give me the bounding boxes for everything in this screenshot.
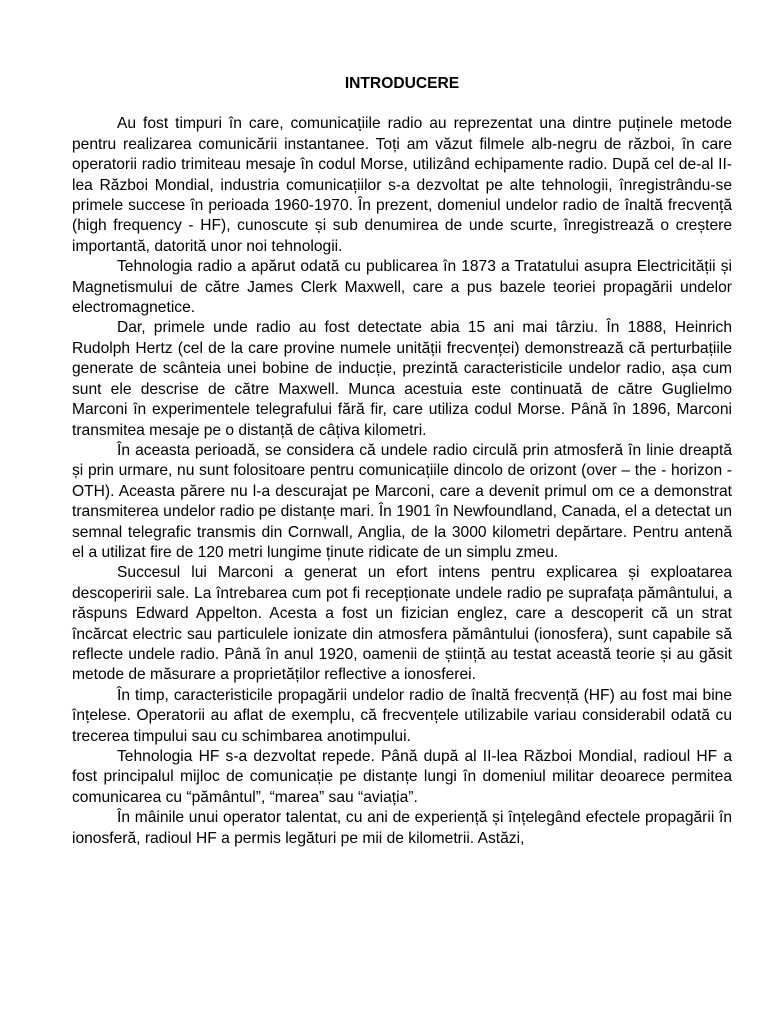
document-title: INTRODUCERE (344, 75, 460, 92)
document-page (72, 74, 732, 849)
paragraph-7: Tehnologia HF s-a dezvoltat repede. Până după al II-lea Război Mondial, radioul HF a fost principalul mijloc de comunicație pe distanțe lungi în domeniul militar deoarece permitea comunicarea cu “pământul”, “marea” sau “aviația”. (72, 748, 732, 806)
paragraph-2: Tehnologia radio a apărut odată cu publicarea în 1873 a Tratatului asupra Electricității și Magnetismului de către James Clerk Maxwell, care a pus bazele teoriei propagării undelor electromagnetice. (72, 258, 732, 317)
paragraph-1: Au fost timpuri în care, comunicațiile radio au reprezentat una dintre puținele metode pentru realizarea comunicării instantanee. Toți am văzut filmele alb-negru de război, în care operatorii radio trimiteau mesaje în codul Morse, utilizând echipamente radio. După cel de-al II-lea Război Mondial, industria comunicațiilor s-a dezvoltat pe alte tehnologii, înregistrându-se primele succese în perioada 1960-1970. În prezent, domeniul undelor radio de înaltă frecvență (high frequency - HF), cunoscute și sub denumirea de unde scurte, înregistrează o creștere importantă, datorită unor noi tehnologii. (72, 115, 732, 255)
paragraph-3: Dar, primele unde radio au fost detectate abia 15 ani mai târziu. În 1888, Heinrich Rudolph Hertz (cel de la care provine numele unității frecvenței) demonstrează că perturbațiile generate de scânteia unei bobine de inducție, prezintă caracteristicile undelor radio, așa cum sunt ele descrise de către Maxwell. Munca acestuia este continuată de către Guglielmo Marconi în experimentele telegrafului fără fir, care utiliza codul Morse. Până în 1896, Marconi transmitea mesaje pe o distanță de câțiva kilometri. (72, 319, 732, 439)
paragraph-5: Succesul lui Marconi a generat un efort intens pentru explicarea și exploatarea descoperirii sale. La întrebarea cum pot fi recepționate undele radio pe suprafața pământului, a răspuns Edward Appelton. Acesta a fost un fizician englez, care a descoperit că un strat încărcat electric sau particulele ionizate din atmosfera pământului (ionosfera), sunt capabile să reflecte undele radio. Până în anul 1920, oamenii de știință au testat această teorie și au găsit metode de măsurare a proprietăților reflective a ionosferei. (72, 564, 732, 684)
paragraph-6: În timp, caracteristicile propagării undelor radio de înaltă frecvență (HF) au fost mai bine înțelese. Operatorii au aflat de exemplu, că frecvențele utilizabile variau considerabil odată cu trecerea timpului sau cu schimbarea anotimpului. (72, 686, 732, 745)
paragraph-8: În mâinile unui operator talentat, cu ani de experiență și înțelegând efectele propagării în ionosferă, radioul HF a permis legături pe mii de kilometrii. Astăzi, (72, 809, 732, 847)
paragraph-4: În aceasta perioadă, se considera că undele radio circulă prin atmosferă în linie dreaptă și prin urmare, nu sunt folositoare pentru comunicațiile dincolo de orizont (over – the - horizon - OTH). Aceasta părere nu l-a descurajat pe Marconi, care a devenit primul om ce a demonstrat transmiterea undelor radio pe distanțe mari. În 1901 în Newfoundland, Canada, el a detectat un semnal telegrafic transmis din Cornwall, Anglia, de la 3000 kilometri depărtare. Pentru antenă el a utilizat fire de 120 metri lungime ținute ridicate de un simplu zmeu. (72, 441, 732, 561)
